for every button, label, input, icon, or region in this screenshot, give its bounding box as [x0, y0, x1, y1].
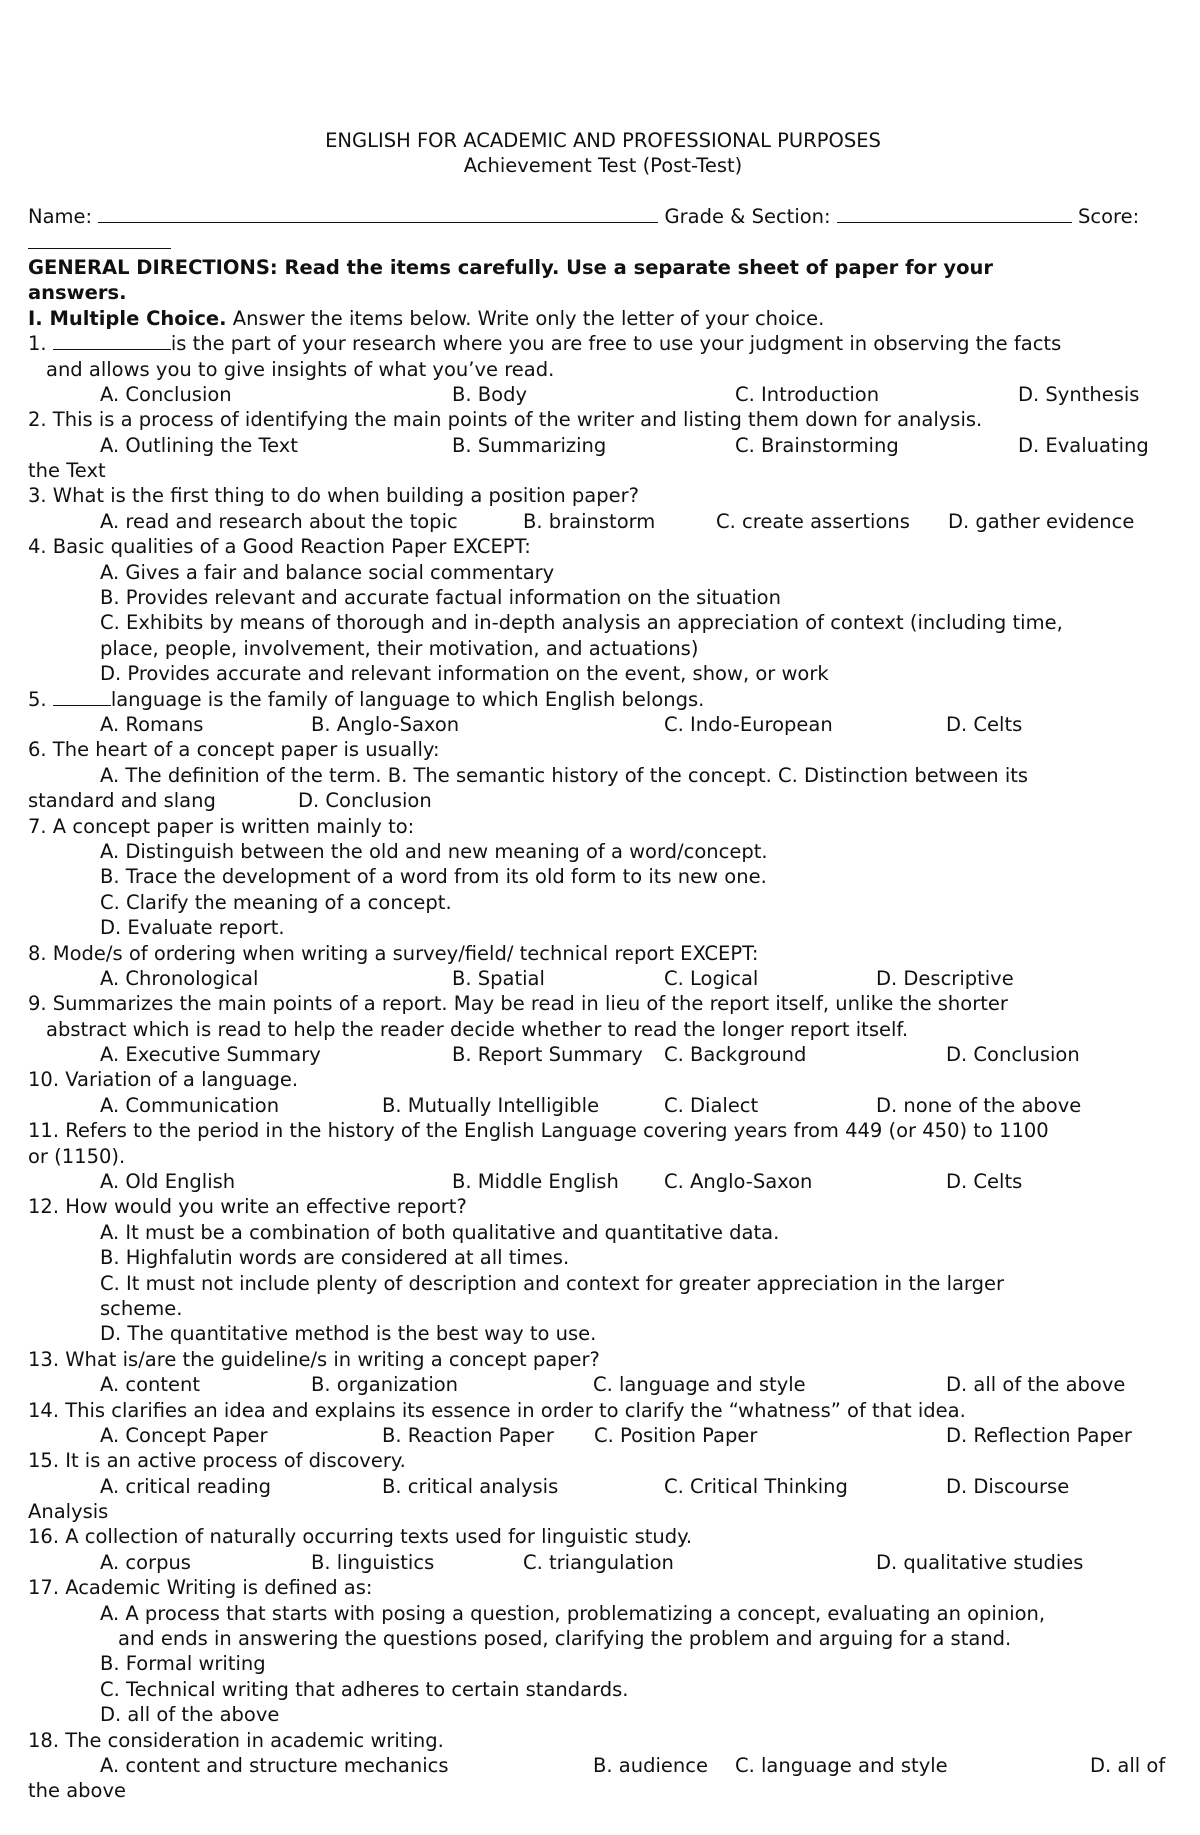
question-15-options-cont: Analysis	[28, 1500, 109, 1524]
general-directions-cont: answers.	[28, 281, 127, 305]
option-b: B. Mutually Intelligible	[382, 1093, 600, 1117]
question-13-options	[28, 1372, 1178, 1397]
question-6-options: A. The definition of the term. B. The semantic history of the concept. C. Distinction between its	[100, 763, 1029, 787]
option-b: B. Formal writing	[100, 1652, 266, 1676]
section-title: I. Multiple Choice.	[28, 306, 227, 330]
option-b: B. linguistics	[311, 1550, 435, 1574]
question-16-options	[28, 1550, 1178, 1575]
question-7: 7. A concept paper is written mainly to:	[28, 814, 415, 838]
option-d: D. Celts	[946, 1170, 1023, 1194]
option-c: C. Brainstorming	[735, 433, 899, 457]
question-2: 2. This is a process of identifying the main points of the writer and listing them down for analysis.	[28, 408, 983, 432]
option-b: B. critical analysis	[382, 1474, 559, 1498]
option-c: C. create assertions	[716, 509, 910, 533]
option-a: A. critical reading	[100, 1474, 271, 1498]
option-d: D. qualitative studies	[876, 1550, 1084, 1574]
option-c-cont: place, people, involvement, their motivation, and actuations)	[100, 636, 699, 660]
option-d: D. all of the above	[100, 1703, 280, 1727]
question-18: 18. The consideration in academic writing.	[28, 1728, 444, 1752]
score-label: Score:	[1078, 205, 1140, 229]
option-b: B. audience	[593, 1754, 708, 1777]
grade-section-label: Grade & Section:	[664, 205, 831, 229]
option-b: B. Highfalutin words are considered at all times.	[100, 1246, 570, 1270]
option-a: A. read and research about the topic	[100, 509, 458, 533]
option-c: C. Dialect	[664, 1093, 759, 1117]
option-d: D. Conclusion	[298, 789, 432, 813]
answer-blank	[53, 687, 111, 706]
student-info-row	[28, 204, 1178, 229]
option-b: B. Summarizing	[452, 433, 607, 457]
option-c: C. Position Paper	[594, 1423, 758, 1447]
option-c: C. It must not include plenty of description and context for greater appreciation in the larger	[100, 1271, 1004, 1295]
question-12: 12. How would you write an effective report?	[28, 1195, 467, 1219]
option-b: B. Body	[452, 382, 528, 406]
option-c: C. language and style	[735, 1754, 948, 1777]
option-c: C. triangulation	[523, 1550, 674, 1574]
option-a-cont: and ends in answering the questions posed, clarifying the problem and arguing for a stand.	[118, 1627, 1012, 1651]
option-c: C. Logical	[664, 966, 759, 990]
question-10-options	[28, 1093, 1178, 1118]
name-field[interactable]	[98, 204, 658, 223]
option-b: B. Reaction Paper	[382, 1423, 554, 1447]
exam-subtitle: Achievement Test (Post-Test)	[463, 154, 743, 178]
option-b: B. Spatial	[452, 966, 545, 990]
question-4: 4. Basic qualities of a Good Reaction Paper EXCEPT:	[28, 535, 531, 559]
option-b: B. Report Summary	[452, 1043, 643, 1067]
option-a: A. Romans	[100, 712, 204, 736]
question-15-options	[28, 1474, 1178, 1499]
question-11: 11. Refers to the period in the history of the English Language covering years from 449 (or 450) to 1100	[28, 1119, 1049, 1143]
option-d: D. Synthesis	[1018, 382, 1140, 406]
option-a: A. Communication	[100, 1093, 280, 1117]
option-d: D. Celts	[946, 712, 1023, 736]
exam-title: ENGLISH FOR ACADEMIC AND PROFESSIONAL PURPOSES	[325, 129, 881, 152]
question-18-options	[28, 1753, 1178, 1778]
score-field[interactable]	[28, 230, 171, 249]
option-a: A. corpus	[100, 1550, 191, 1574]
question-1-options	[28, 382, 1178, 407]
option-c: C. Background	[664, 1043, 807, 1067]
option-d: D. all of	[1090, 1754, 1166, 1777]
option-a: A. content	[100, 1373, 201, 1397]
question-18-options-cont: the above	[28, 1779, 126, 1803]
question-8: 8. Mode/s of ordering when writing a survey/field/ technical report EXCEPT:	[28, 941, 759, 965]
option-a: A. Conclusion	[100, 382, 232, 406]
option-a: A. It must be a combination of both qualitative and quantitative data.	[100, 1220, 780, 1244]
option-a: A. Outlining the Text	[100, 433, 298, 457]
question-11-cont: or (1150).	[28, 1144, 126, 1168]
grade-section-field[interactable]	[837, 204, 1072, 223]
option-d: D. all of the above	[946, 1373, 1126, 1397]
score-field-row	[28, 230, 1178, 255]
option-d: D. Provides accurate and relevant information on the event, show, or work	[100, 662, 829, 686]
question-15: 15. It is an active process of discovery.	[28, 1449, 406, 1473]
option-c: C. Anglo-Saxon	[664, 1170, 813, 1194]
question-3: 3. What is the first thing to do when building a position paper?	[28, 484, 639, 508]
question-1-cont: and allows you to give insights of what you’ve read.	[46, 357, 555, 381]
question-11-options	[28, 1169, 1178, 1194]
option-a: A. Distinguish between the old and new meaning of a word/concept.	[100, 839, 768, 863]
option-c: C. Clarify the meaning of a concept.	[100, 890, 452, 914]
option-d: D. Reflection Paper	[946, 1423, 1132, 1447]
answer-blank	[53, 331, 171, 350]
option-a: A. Gives a fair and balance social commentary	[100, 560, 555, 584]
general-directions: GENERAL DIRECTIONS: Read the items carefully. Use a separate sheet of paper for your	[28, 255, 993, 279]
question-2-options	[28, 433, 1178, 458]
option-b: B. organization	[311, 1373, 459, 1397]
question-8-options	[28, 966, 1178, 991]
option-b: B. Trace the development of a word from its old form to its new one.	[100, 865, 767, 889]
question-9-cont: abstract which is read to help the reader decide whether to read the longer report itself.	[46, 1017, 909, 1041]
question-14: 14. This clarifies an idea and explains its essence in order to clarify the “whatness” of that idea.	[28, 1398, 966, 1422]
question-13: 13. What is/are the guideline/s in writing a concept paper?	[28, 1347, 600, 1371]
option-b: B. Middle English	[452, 1170, 619, 1194]
question-2-options-cont: the Text	[28, 459, 106, 483]
option-a: A. Executive Summary	[100, 1043, 321, 1067]
question-6: 6. The heart of a concept paper is usually:	[28, 738, 440, 762]
option-d: D. Evaluate report.	[100, 916, 285, 940]
section-heading	[28, 306, 1178, 331]
option-b: B. Anglo-Saxon	[311, 712, 460, 736]
option-d: D. Descriptive	[876, 966, 1014, 990]
option-a: A. Chronological	[100, 966, 259, 990]
option-a: A. Concept Paper	[100, 1423, 268, 1447]
option-d: D. Conclusion	[946, 1043, 1080, 1067]
question-17: 17. Academic Writing is defined as:	[28, 1576, 373, 1600]
option-a: A. A process that starts with posing a question, problematizing a concept, evaluating an opinion,	[100, 1601, 1046, 1625]
question-3-options	[28, 509, 1178, 534]
section-instructions: Answer the items below. Write only the letter of your choice.	[226, 306, 825, 330]
option-b: B. Provides relevant and accurate factual information on the situation	[100, 586, 781, 610]
question-9: 9. Summarizes the main points of a report. May be read in lieu of the report itself, unlike the shorter	[28, 992, 1008, 1016]
name-label: Name:	[28, 205, 93, 229]
option-b: B. brainstorm	[523, 509, 656, 533]
question-16: 16. A collection of naturally occurring texts used for linguistic study.	[28, 1525, 693, 1549]
option-c: C. Technical writing that adheres to certain standards.	[100, 1677, 629, 1701]
option-d: D. none of the above	[876, 1093, 1082, 1117]
option-c: C. Introduction	[735, 382, 880, 406]
question-6-options-cont: standard and slang D. Conclusion	[28, 789, 432, 813]
question-10: 10. Variation of a language.	[28, 1068, 299, 1092]
question-5: 5. language is the family of language to which English belongs.	[28, 687, 705, 711]
question-5-options	[28, 712, 1178, 737]
option-a: A. content and structure mechanics	[100, 1754, 449, 1777]
question-14-options	[28, 1423, 1178, 1448]
question-9-options	[28, 1042, 1178, 1067]
option-d: D. Evaluating	[1018, 433, 1149, 457]
option-d: D. Discourse	[946, 1474, 1070, 1498]
option-c: C. language and style	[593, 1373, 806, 1397]
option-d: D. gather evidence	[948, 509, 1135, 533]
option-c-cont: scheme.	[100, 1296, 183, 1320]
option-d: D. The quantitative method is the best way to use.	[100, 1322, 597, 1346]
option-c: C. Critical Thinking	[664, 1474, 848, 1498]
option-c: C. Indo-European	[664, 712, 833, 736]
option-c: C. Exhibits by means of thorough and in-depth analysis an appreciation of context (including time,	[100, 611, 1063, 635]
exam-page	[28, 128, 1178, 1804]
question-1: 1. is the part of your research where you are free to use your judgment in observing the facts	[28, 332, 1062, 356]
option-a: A. Old English	[100, 1170, 236, 1194]
